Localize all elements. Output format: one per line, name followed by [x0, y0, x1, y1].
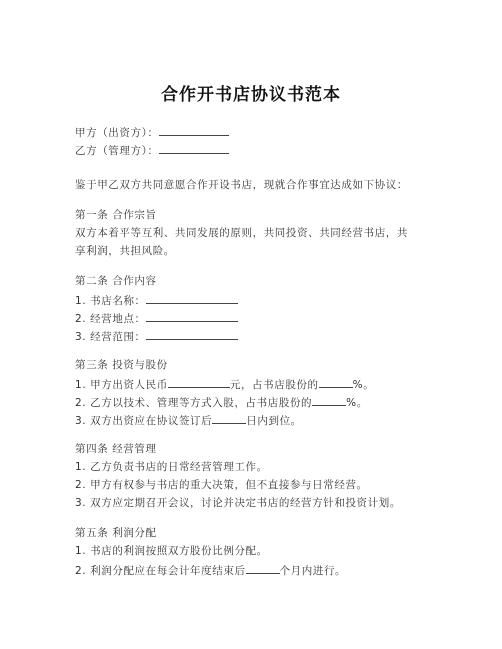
article4-item1: 1. 乙方负责书店的日常经营管理工作。: [75, 461, 268, 473]
party-a-label: 甲方（出资方）：: [75, 127, 159, 139]
article3-item3-text-a: 3. 双方出资应在协议签订后: [75, 415, 213, 427]
funding-days-blank: [212, 412, 246, 424]
article3-item1-text-b: 元，占书店股份的: [229, 379, 319, 391]
article1-heading: 第一条 合作宗旨: [75, 209, 157, 221]
article2-item3-label: 3. 经营范围：: [75, 331, 146, 343]
article3-item1-text-a: 1. 甲方出资人民币: [75, 379, 168, 391]
article3-heading: 第三条 投资与股份: [75, 359, 168, 371]
article3-item3-text-b: 日内到位。: [246, 415, 302, 427]
party-a-blank: [159, 124, 229, 136]
article3-item3: [75, 412, 302, 428]
article3-item1-text-c: %。: [352, 379, 375, 391]
article3-item2-text-b: %。: [346, 397, 368, 409]
article5-item2-text-a: 2. 利润分配应在每会计年度结束后: [75, 565, 246, 577]
location-blank: [146, 310, 238, 322]
article4-item2: 2. 甲方有权参与书店的重大决策，但不直接参与日常经营。: [75, 479, 368, 491]
party-b-label: 乙方（管理方）：: [75, 145, 159, 157]
document-title: 合作开书店协议书范本: [161, 85, 341, 105]
article2-heading: 第二条 合作内容: [75, 275, 157, 287]
party-b-line: [75, 142, 229, 158]
investment-amount-blank: [168, 376, 230, 388]
scope-blank: [146, 328, 238, 340]
article3-item2: [75, 394, 368, 410]
party-a-line: [75, 124, 229, 140]
preamble: 鉴于甲乙双方共同意愿合作开设书店，现就合作事宜达成如下协议：: [75, 179, 408, 191]
article3-item1: [75, 376, 374, 392]
party-b-share-blank: [312, 394, 346, 406]
party-a-share-blank: [319, 376, 353, 388]
article2-item1: [75, 292, 238, 308]
article2-item2: [75, 310, 238, 326]
article2-item3: [75, 328, 238, 344]
article5-item2: [75, 562, 346, 578]
article4-heading: 第四条 经营管理: [75, 443, 157, 455]
article1-body-line2: 享利润，共担风险。: [75, 245, 175, 257]
article2-item1-label: 1. 书店名称：: [75, 295, 146, 307]
bookstore-name-blank: [146, 292, 238, 304]
article2-item2-label: 2. 经营地点：: [75, 313, 146, 325]
article3-item2-text-a: 2. 乙方以技术、管理等方式入股，占书店股份的: [75, 397, 313, 409]
article4-item3: 3. 双方应定期召开会议，讨论并决定书店的经营方针和投资计划。: [75, 497, 401, 509]
distribution-months-blank: [246, 562, 280, 574]
article1-body-line1: 双方本着平等互利、共同发展的原则，共同投资、共同经营书店，共: [75, 227, 408, 239]
party-b-blank: [159, 142, 229, 154]
article5-heading: 第五条 利润分配: [75, 527, 157, 539]
article5-item1: 1. 书店的利润按照双方股份比例分配。: [75, 545, 268, 557]
article5-item2-text-b: 个月内进行。: [279, 565, 347, 577]
